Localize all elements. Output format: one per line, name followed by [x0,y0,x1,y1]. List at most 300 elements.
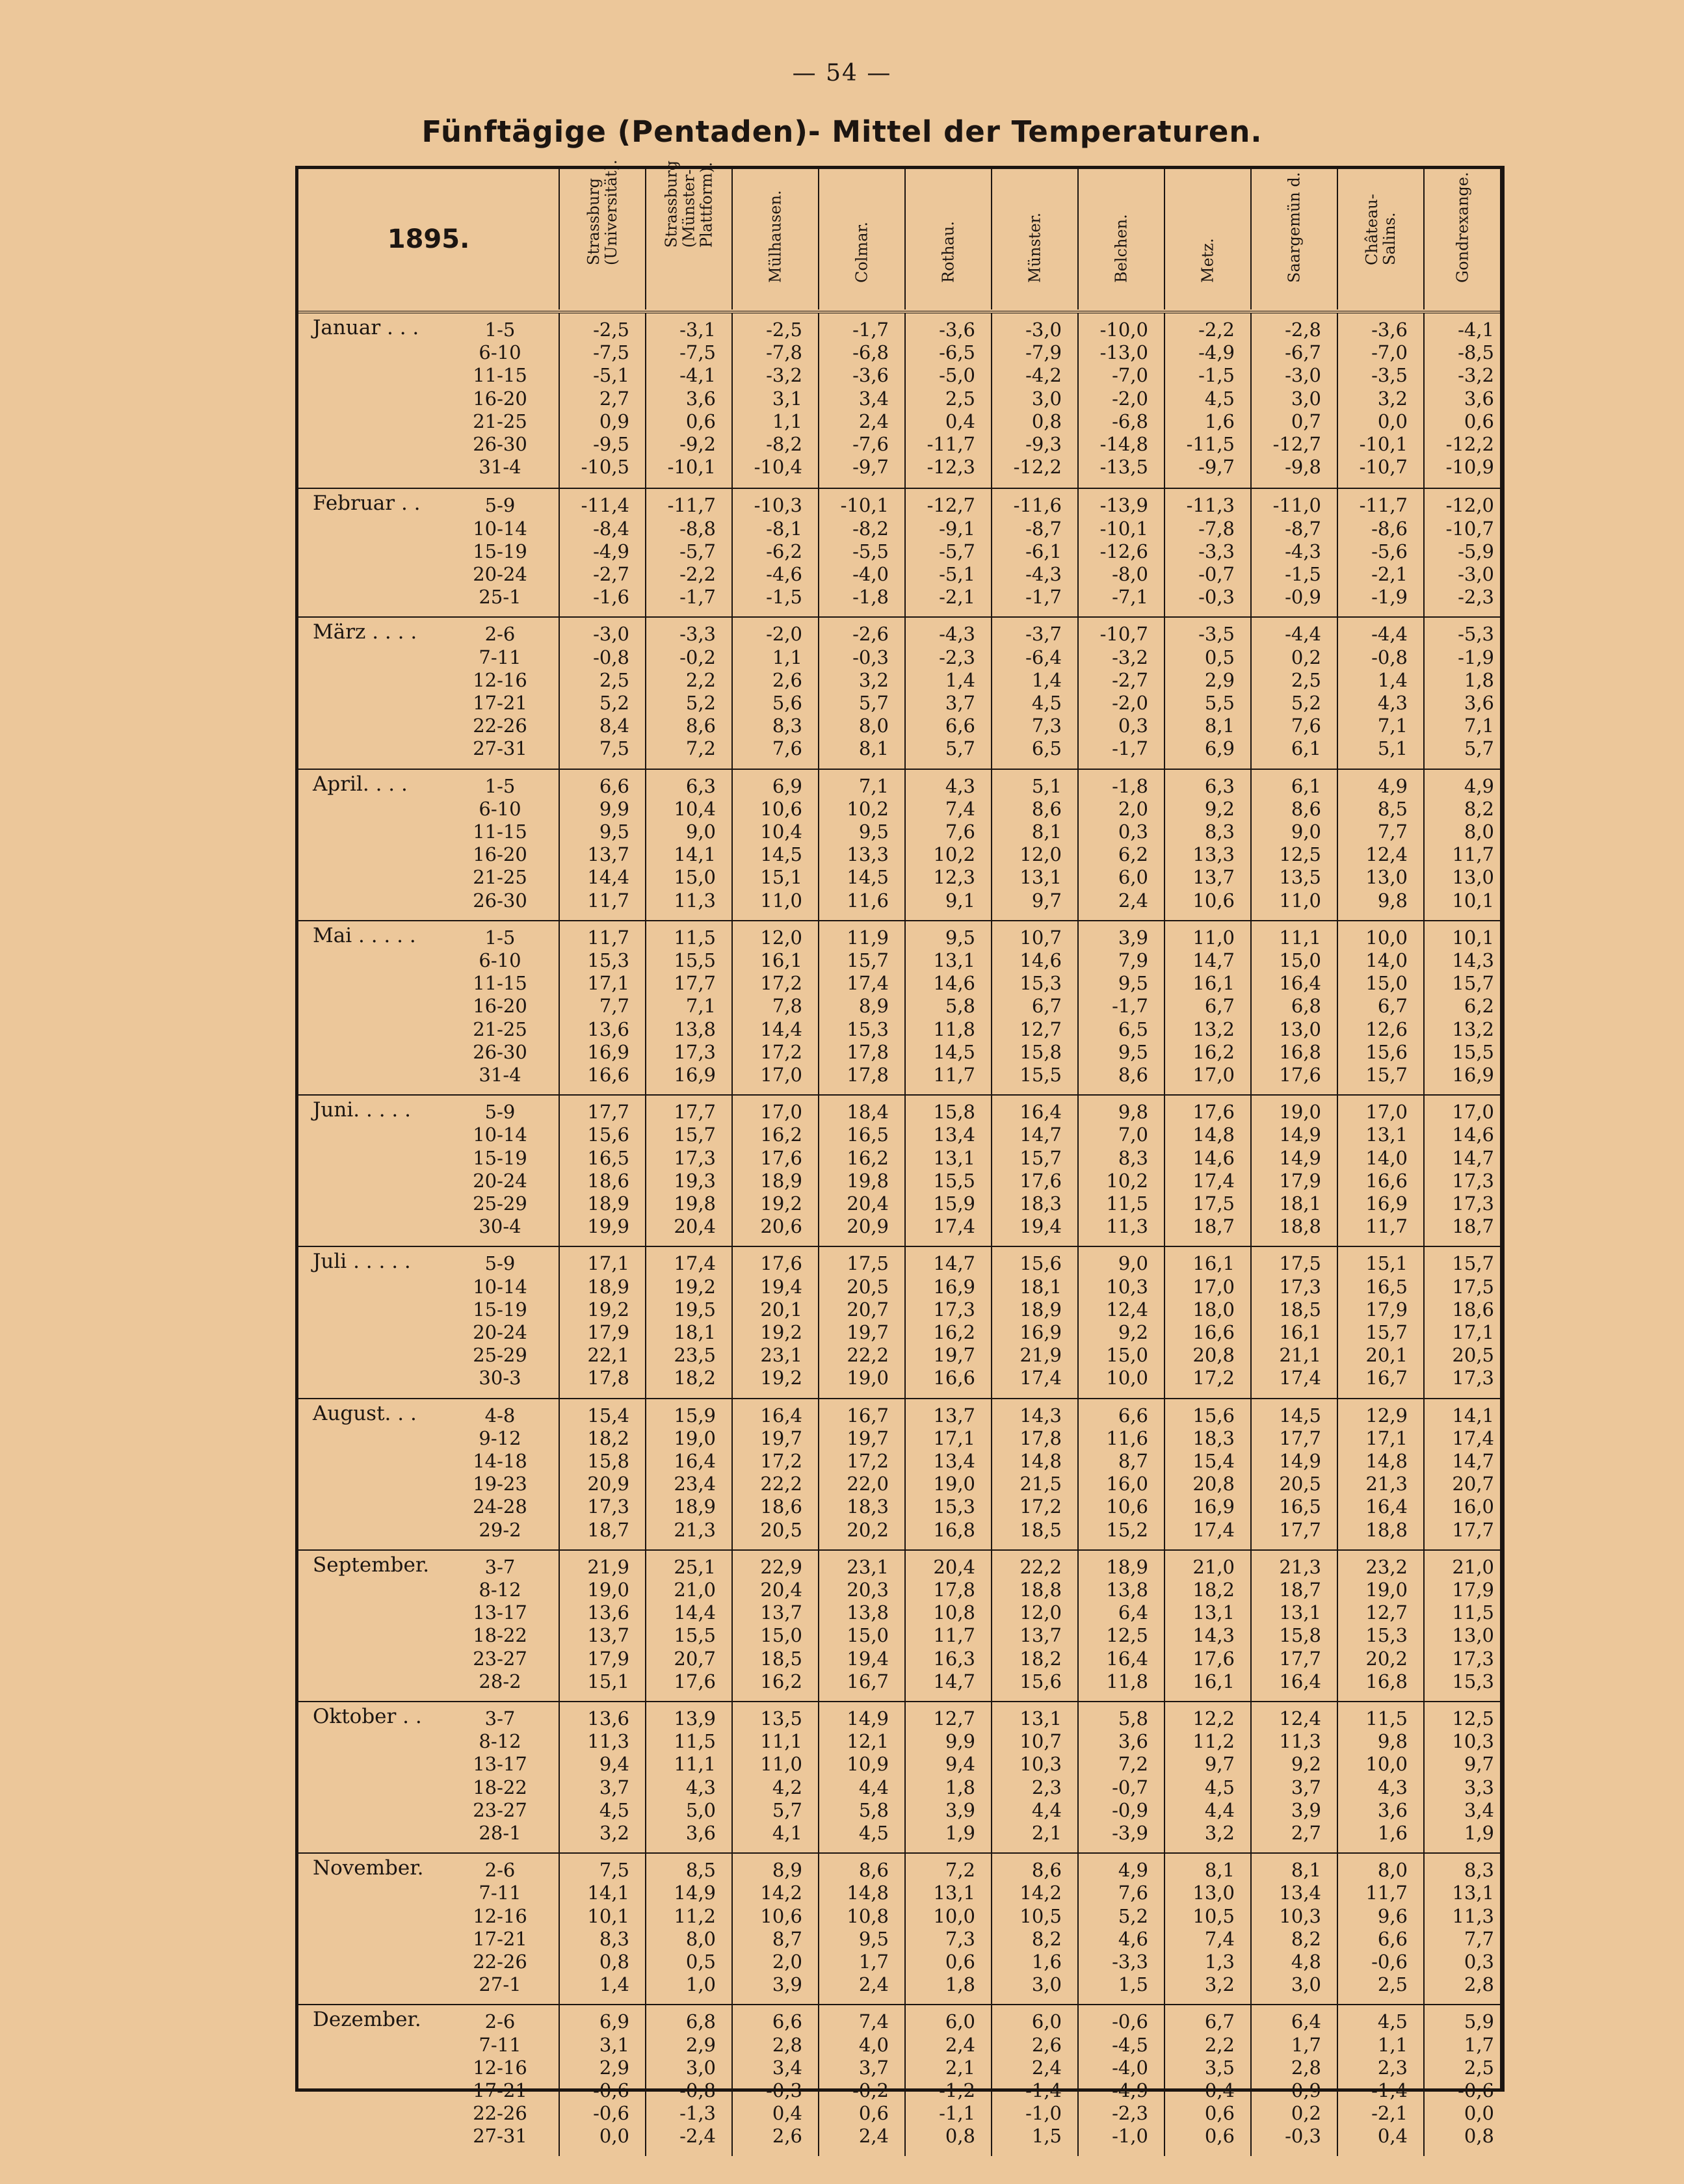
temperature-value: -3,6 [852,364,889,387]
temperature-value: -11,0 [1272,494,1321,517]
temperature-value: 5,7 [858,691,889,714]
table-row [298,1624,1500,1647]
temperature-value: 5,7 [1464,737,1494,760]
table-row [298,1124,1500,1146]
temperature-value: 17,8 [847,1063,889,1086]
temperature-value: -6,5 [939,341,975,364]
temperature-value: 19,4 [760,1275,802,1298]
temperature-value: 3,9 [1291,1798,1321,1821]
pentad-range: 25-29 [473,1192,527,1215]
temperature-value: 14,5 [933,1040,975,1063]
temperature-value: 1,8 [1464,668,1494,691]
temperature-value: -2,2 [679,562,716,585]
temperature-value: 13,1 [933,1146,975,1169]
temperature-value: 13,6 [587,1707,629,1730]
station-header [991,169,1077,309]
temperature-value: 3,7 [1291,1776,1321,1798]
temperature-value: 6,1 [1291,774,1321,797]
temperature-value: 8,9 [858,995,889,1018]
temperature-value: 3,9 [945,1798,975,1821]
pentad-range: 27-31 [473,737,527,760]
temperature-value: 9,8 [1377,889,1408,912]
station-name: Strassburg (Münster- Plattform). [662,160,715,248]
station-name: Belchen. [1112,214,1130,283]
temperature-value: -1,0 [1025,2102,1062,2125]
temperature-value: 16,2 [1192,1040,1235,1063]
temperature-value: 12,2 [1192,1707,1235,1730]
table-row [298,692,1500,715]
temperature-value: 11,3 [1452,1904,1494,1927]
temperature-value: 17,5 [1192,1192,1235,1215]
temperature-value: -4,5 [1112,2033,1148,2056]
temperature-value: 0,5 [685,1950,716,1973]
temperature-value: -8,4 [593,517,629,540]
temperature-value: 21,5 [1020,1473,1062,1495]
month-name: März . . . . [313,620,417,644]
temperature-value: -7,5 [593,341,629,364]
temperature-value: 14,7 [1452,1146,1494,1169]
temperature-value: 16,7 [847,1404,889,1427]
pentad-range: 1-5 [484,774,516,797]
temperature-value: -4,6 [766,562,802,585]
temperature-value: 17,3 [1279,1275,1321,1298]
temperature-value: 1,6 [1031,1950,1062,1973]
temperature-value: 4,6 [1118,1927,1148,1950]
temperature-value: 1,7 [1464,2033,1494,2056]
temperature-value: 11,1 [1279,926,1321,949]
temperature-value: -6,8 [1112,410,1148,432]
temperature-value: 9,8 [1377,1730,1408,1753]
temperature-value: 11,7 [587,926,629,949]
pentad-range: 30-4 [479,1215,521,1238]
temperature-value: 14,0 [1365,1146,1408,1169]
temperature-value: 6,7 [1204,995,1235,1018]
temperature-value: 19,0 [1365,1578,1408,1601]
temperature-value: 2,8 [1464,1973,1494,1996]
temperature-value: 8,2 [1031,1927,1062,1950]
temperature-value: -2,1 [939,586,975,609]
pentad-range: 31-4 [479,456,521,479]
temperature-value: -0,3 [766,2079,802,2101]
temperature-value: 8,4 [599,715,629,737]
temperature-value: 17,3 [1452,1169,1494,1192]
temperature-value: 12,7 [933,1707,975,1730]
temperature-value: 13,7 [1192,866,1235,889]
pentad-range: 25-29 [473,1344,527,1367]
table-row [298,1882,1500,1904]
temperature-value: 3,7 [858,2056,889,2079]
pentad-range: 21-25 [473,1018,527,1040]
temperature-value: -4,2 [1025,364,1062,387]
temperature-value: 20,4 [933,1555,975,1578]
month-block [298,488,1500,616]
temperature-value: 16,9 [587,1040,629,1063]
temperature-value: -10,7 [1099,623,1148,646]
temperature-value: 7,7 [1377,820,1408,843]
temperature-value: -11,6 [1013,494,1062,517]
temperature-value: -5,1 [939,562,975,585]
temperature-value: 1,7 [858,1950,889,1973]
temperature-value: 21,3 [1279,1555,1321,1578]
temperature-value: -8,8 [679,517,716,540]
temperature-value: 14,7 [1020,1124,1062,1146]
temperature-value: 0,4 [1204,2079,1235,2101]
temperature-value: 2,8 [772,2033,802,2056]
temperature-value: -0,6 [1112,2010,1148,2033]
temperature-value: 16,2 [760,1670,802,1692]
temperature-value: 15,5 [1452,1040,1494,1063]
temperature-value: 19,2 [674,1275,716,1298]
temperature-value: 6,8 [685,2010,716,2033]
temperature-value: 13,3 [1192,843,1235,866]
temperature-value: 10,2 [933,843,975,866]
temperature-value: 16,5 [847,1124,889,1146]
temperature-value: 3,2 [1377,387,1408,410]
temperature-value: 18,0 [1192,1298,1235,1321]
table-row [298,1252,1500,1275]
table-row [298,1905,1500,1928]
temperature-value: 19,8 [674,1192,716,1215]
temperature-value: 17,9 [1279,1169,1321,1192]
temperature-value: 9,5 [858,820,889,843]
temperature-value: -0,9 [1285,586,1321,609]
temperature-value: 8,0 [1377,1859,1408,1882]
temperature-value: 13,0 [1365,866,1408,889]
temperature-value: 17,8 [933,1578,975,1601]
temperature-value: 12,5 [1452,1707,1494,1730]
pentad-range: 3-7 [484,1555,516,1578]
temperature-value: 15,2 [1106,1518,1148,1541]
temperature-value: -3,0 [593,623,629,646]
temperature-value: 9,8 [1118,1101,1148,1124]
month-name: April. . . . [313,772,408,796]
temperature-value: 18,3 [1020,1192,1062,1215]
temperature-value: 13,1 [1020,866,1062,889]
month-name: September. [313,1553,430,1577]
temperature-value: -8,5 [1458,341,1494,364]
temperature-value: 6,2 [1118,843,1148,866]
temperature-value: 10,0 [1106,1367,1148,1389]
station-name: Strassburg (Universität). [584,159,620,265]
temperature-value: 20,8 [1192,1344,1235,1367]
temperature-value: 20,5 [1279,1473,1321,1495]
temperature-value: 4,1 [772,1822,802,1844]
temperature-value: 11,8 [933,1018,975,1040]
temperature-value: -5,1 [593,364,629,387]
table-row [298,518,1500,540]
pentad-range: 26-30 [473,433,527,455]
temperature-value: 10,5 [1020,1904,1062,1927]
temperature-value: -1,3 [679,2102,716,2125]
pentad-range: 23-27 [473,1798,527,1821]
month-block [298,313,1500,488]
temperature-value: 2,0 [1118,797,1148,820]
temperature-value: 14,7 [1452,1449,1494,1472]
temperature-value: -3,6 [939,319,975,341]
table-row [298,1367,1500,1389]
temperature-value: 15,3 [933,1495,975,1518]
temperature-value: -7,8 [766,341,802,364]
temperature-value: -1,5 [1285,562,1321,585]
temperature-value: 16,5 [1279,1495,1321,1518]
temperature-value: 14,1 [1452,1404,1494,1427]
temperature-value: 18,2 [674,1367,716,1389]
pentad-range: 26-30 [473,889,527,912]
temperature-value: 0,6 [1204,2102,1235,2125]
temperature-value: 17,9 [1365,1298,1408,1321]
temperature-value: 9,9 [945,1730,975,1753]
month-block [298,1094,1500,1246]
temperature-value: 16,1 [1192,1252,1235,1275]
station-header [1423,169,1501,309]
temperature-value: 6,6 [772,2010,802,2033]
pentad-range: 2-6 [484,623,516,646]
pentad-range: 7-11 [479,646,521,668]
temperature-value: 20,7 [1452,1473,1494,1495]
temperature-value: 17,4 [674,1252,716,1275]
temperature-value: 15,1 [760,866,802,889]
pentad-range: 17-21 [473,2079,527,2101]
temperature-value: 18,7 [1279,1578,1321,1601]
pentad-range: 28-1 [479,1822,521,1844]
table-row [298,364,1500,387]
temperature-value: -2,1 [1371,2102,1408,2125]
temperature-value: -6,8 [852,341,889,364]
station-name: Metz. [1198,238,1217,283]
temperature-value: 8,0 [685,1927,716,1950]
temperature-value: 15,0 [1106,1344,1148,1367]
temperature-value: 15,9 [933,1192,975,1215]
year-label: 1895. [387,224,470,254]
temperature-value: 5,7 [772,1798,802,1821]
temperature-value: -10,9 [1445,456,1494,479]
temperature-value: 19,7 [847,1427,889,1449]
temperature-value: -5,7 [679,540,716,562]
temperature-value: 16,1 [760,949,802,971]
temperature-value: 14,5 [1279,1404,1321,1427]
temperature-value: 10,9 [847,1753,889,1776]
temperature-value: -5,9 [1458,540,1494,562]
temperature-value: -0,9 [1112,1798,1148,1821]
temperature-value: 9,7 [1204,1753,1235,1776]
temperature-value: -3,9 [1112,1822,1148,1844]
station-header [645,160,731,309]
temperature-value: 23,2 [1365,1555,1408,1578]
temperature-value: -10,5 [581,456,629,479]
station-name: Colmar. [852,221,871,283]
pentad-range: 12-16 [473,2056,527,2079]
temperature-value: 16,9 [1452,1063,1494,1086]
temperature-value: 13,6 [587,1018,629,1040]
temperature-value: 8,1 [1031,820,1062,843]
temperature-value: 14,7 [1192,949,1235,971]
temperature-value: 17,8 [847,1040,889,1063]
temperature-value: 2,4 [1118,889,1148,912]
temperature-value: -3,2 [766,364,802,387]
temperature-value: 22,2 [1020,1555,1062,1578]
temperature-value: 6,9 [1204,737,1235,760]
temperature-value: -3,5 [1371,364,1408,387]
table-row [298,843,1500,866]
temperature-value: 10,3 [1106,1275,1148,1298]
temperature-value: -11,3 [1186,494,1235,517]
temperature-value: -1,7 [1025,586,1062,609]
temperature-value: 15,5 [933,1169,975,1192]
pentad-range: 6-10 [479,797,521,820]
pentad-range: 13-17 [473,1601,527,1624]
pentad-range: 11-15 [473,364,527,387]
pentad-range: 6-10 [479,949,521,971]
temperature-value: 12,6 [1365,1018,1408,1040]
temperature-value: 9,0 [685,820,716,843]
temperature-value: 7,4 [945,797,975,820]
temperature-value: 0,5 [1204,646,1235,668]
temperature-value: 14,3 [1020,1404,1062,1427]
temperature-value: 17,4 [933,1215,975,1238]
temperature-value: -1,6 [593,586,629,609]
temperature-value: -5,0 [939,364,975,387]
temperature-value: 15,7 [674,1124,716,1146]
pentad-range: 21-25 [473,410,527,432]
temperature-value: 10,3 [1020,1753,1062,1776]
temperature-value: -12,2 [1013,456,1062,479]
pentad-range: 21-25 [473,866,527,889]
temperature-value: 4,5 [1031,691,1062,714]
temperature-value: 11,3 [674,889,716,912]
temperature-value: 3,2 [858,668,889,691]
temperature-value: 14,8 [1365,1449,1408,1472]
temperature-value: 17,2 [1192,1367,1235,1389]
temperature-value: -12,2 [1445,433,1494,455]
pentad-range: 27-1 [479,1973,521,1996]
temperature-value: 8,0 [1464,820,1494,843]
pentad-range: 16-20 [473,995,527,1018]
temperature-value: 17,7 [1279,1427,1321,1449]
station-name: Mülhausen. [766,190,784,283]
temperature-value: -2,5 [766,319,802,341]
table-row [298,1041,1500,1064]
temperature-value: -4,3 [1285,540,1321,562]
temperature-value: 23,4 [674,1473,716,1495]
table-row [298,995,1500,1018]
temperature-value: 11,0 [760,1753,802,1776]
temperature-value: 17,3 [587,1495,629,1518]
temperature-value: 16,9 [1192,1495,1235,1518]
temperature-value: 16,3 [933,1647,975,1670]
temperature-value: 4,8 [1291,1950,1321,1973]
temperature-value: 1,4 [599,1973,629,1996]
temperature-value: 3,0 [1291,387,1321,410]
temperature-value: -7,6 [852,433,889,455]
temperature-value: 11,7 [933,1624,975,1647]
temperature-value: 1,8 [945,1973,975,1996]
temperature-value: 1,9 [945,1822,975,1844]
temperature-value: 15,3 [847,1018,889,1040]
temperature-value: 17,1 [587,1252,629,1275]
temperature-value: -0,2 [852,2079,889,2101]
table-row [298,1427,1500,1450]
temperature-value: 8,7 [1118,1449,1148,1472]
temperature-value: 0,0 [599,2125,629,2148]
temperature-value: 1,6 [1377,1822,1408,1844]
temperature-value: 9,7 [1031,889,1062,912]
temperature-value: 19,0 [674,1427,716,1449]
temperature-value: 3,0 [1031,1973,1062,1996]
temperature-value: 3,4 [772,2056,802,2079]
temperature-value: 12,4 [1106,1298,1148,1321]
temperature-value: -0,6 [1458,2079,1494,2101]
temperature-value: 15,5 [674,1624,716,1647]
station-name: Château- Salins. [1362,194,1399,265]
pentad-range: 22-26 [473,2102,527,2125]
temperature-value: -9,7 [852,456,889,479]
temperature-value: 14,9 [1279,1124,1321,1146]
temperature-value: 14,3 [1452,949,1494,971]
temperature-value: 12,5 [1279,843,1321,866]
pentad-range: 27-31 [473,2125,527,2148]
table-row [298,972,1500,995]
temperature-value: -7,8 [1198,517,1235,540]
temperature-value: 2,5 [1377,1973,1408,1996]
temperature-value: -10,7 [1445,517,1494,540]
temperature-value: 15,4 [587,1404,629,1427]
temperature-value: 2,4 [858,1973,889,1996]
pentad-range: 18-22 [473,1624,527,1647]
temperature-value: -0,6 [1371,1950,1408,1973]
table-row [298,2010,1500,2033]
temperature-value: 13,7 [587,1624,629,1647]
temperature-value: 13,8 [847,1601,889,1624]
temperature-value: 17,0 [760,1063,802,1086]
temperature-value: 8,1 [1291,1859,1321,1882]
temperature-value: 11,8 [1106,1670,1148,1692]
temperature-value: 17,2 [1020,1495,1062,1518]
temperature-value: 14,6 [1192,1146,1235,1169]
pentad-range: 1-5 [484,926,516,949]
temperature-value: 2,9 [1204,668,1235,691]
temperature-value: 4,9 [1118,1859,1148,1882]
temperature-value: -6,7 [1285,341,1321,364]
temperature-value: 19,0 [587,1578,629,1601]
temperature-value: 13,3 [847,843,889,866]
temperature-value: -2,0 [1112,387,1148,410]
temperature-value: 4,3 [685,1776,716,1798]
table-row [298,540,1500,563]
temperature-value: 14,8 [1020,1449,1062,1472]
temperature-value: 0,6 [685,410,716,432]
temperature-value: 4,5 [858,1822,889,1844]
table-row [298,715,1500,737]
temperature-value: 0,3 [1118,715,1148,737]
temperature-value: 14,6 [933,972,975,995]
temperature-value: 15,5 [674,949,716,971]
temperature-value: -12,7 [1272,433,1321,455]
temperature-value: 2,5 [1291,668,1321,691]
temperature-value: 17,6 [1020,1169,1062,1192]
temperature-value: -9,8 [1285,456,1321,479]
temperature-value: 8,6 [685,715,716,737]
temperature-value: 16,1 [1192,972,1235,995]
temperature-value: 15,6 [1020,1670,1062,1692]
temperature-value: 10,3 [1452,1730,1494,1753]
temperature-value: -10,1 [1359,433,1408,455]
table-row [298,1973,1500,1996]
temperature-value: 11,5 [1365,1707,1408,1730]
temperature-value: 18,8 [1020,1578,1062,1601]
temperature-value: 8,6 [1291,797,1321,820]
temperature-value: 16,2 [760,1124,802,1146]
pentad-range: 2-6 [484,1859,516,1882]
